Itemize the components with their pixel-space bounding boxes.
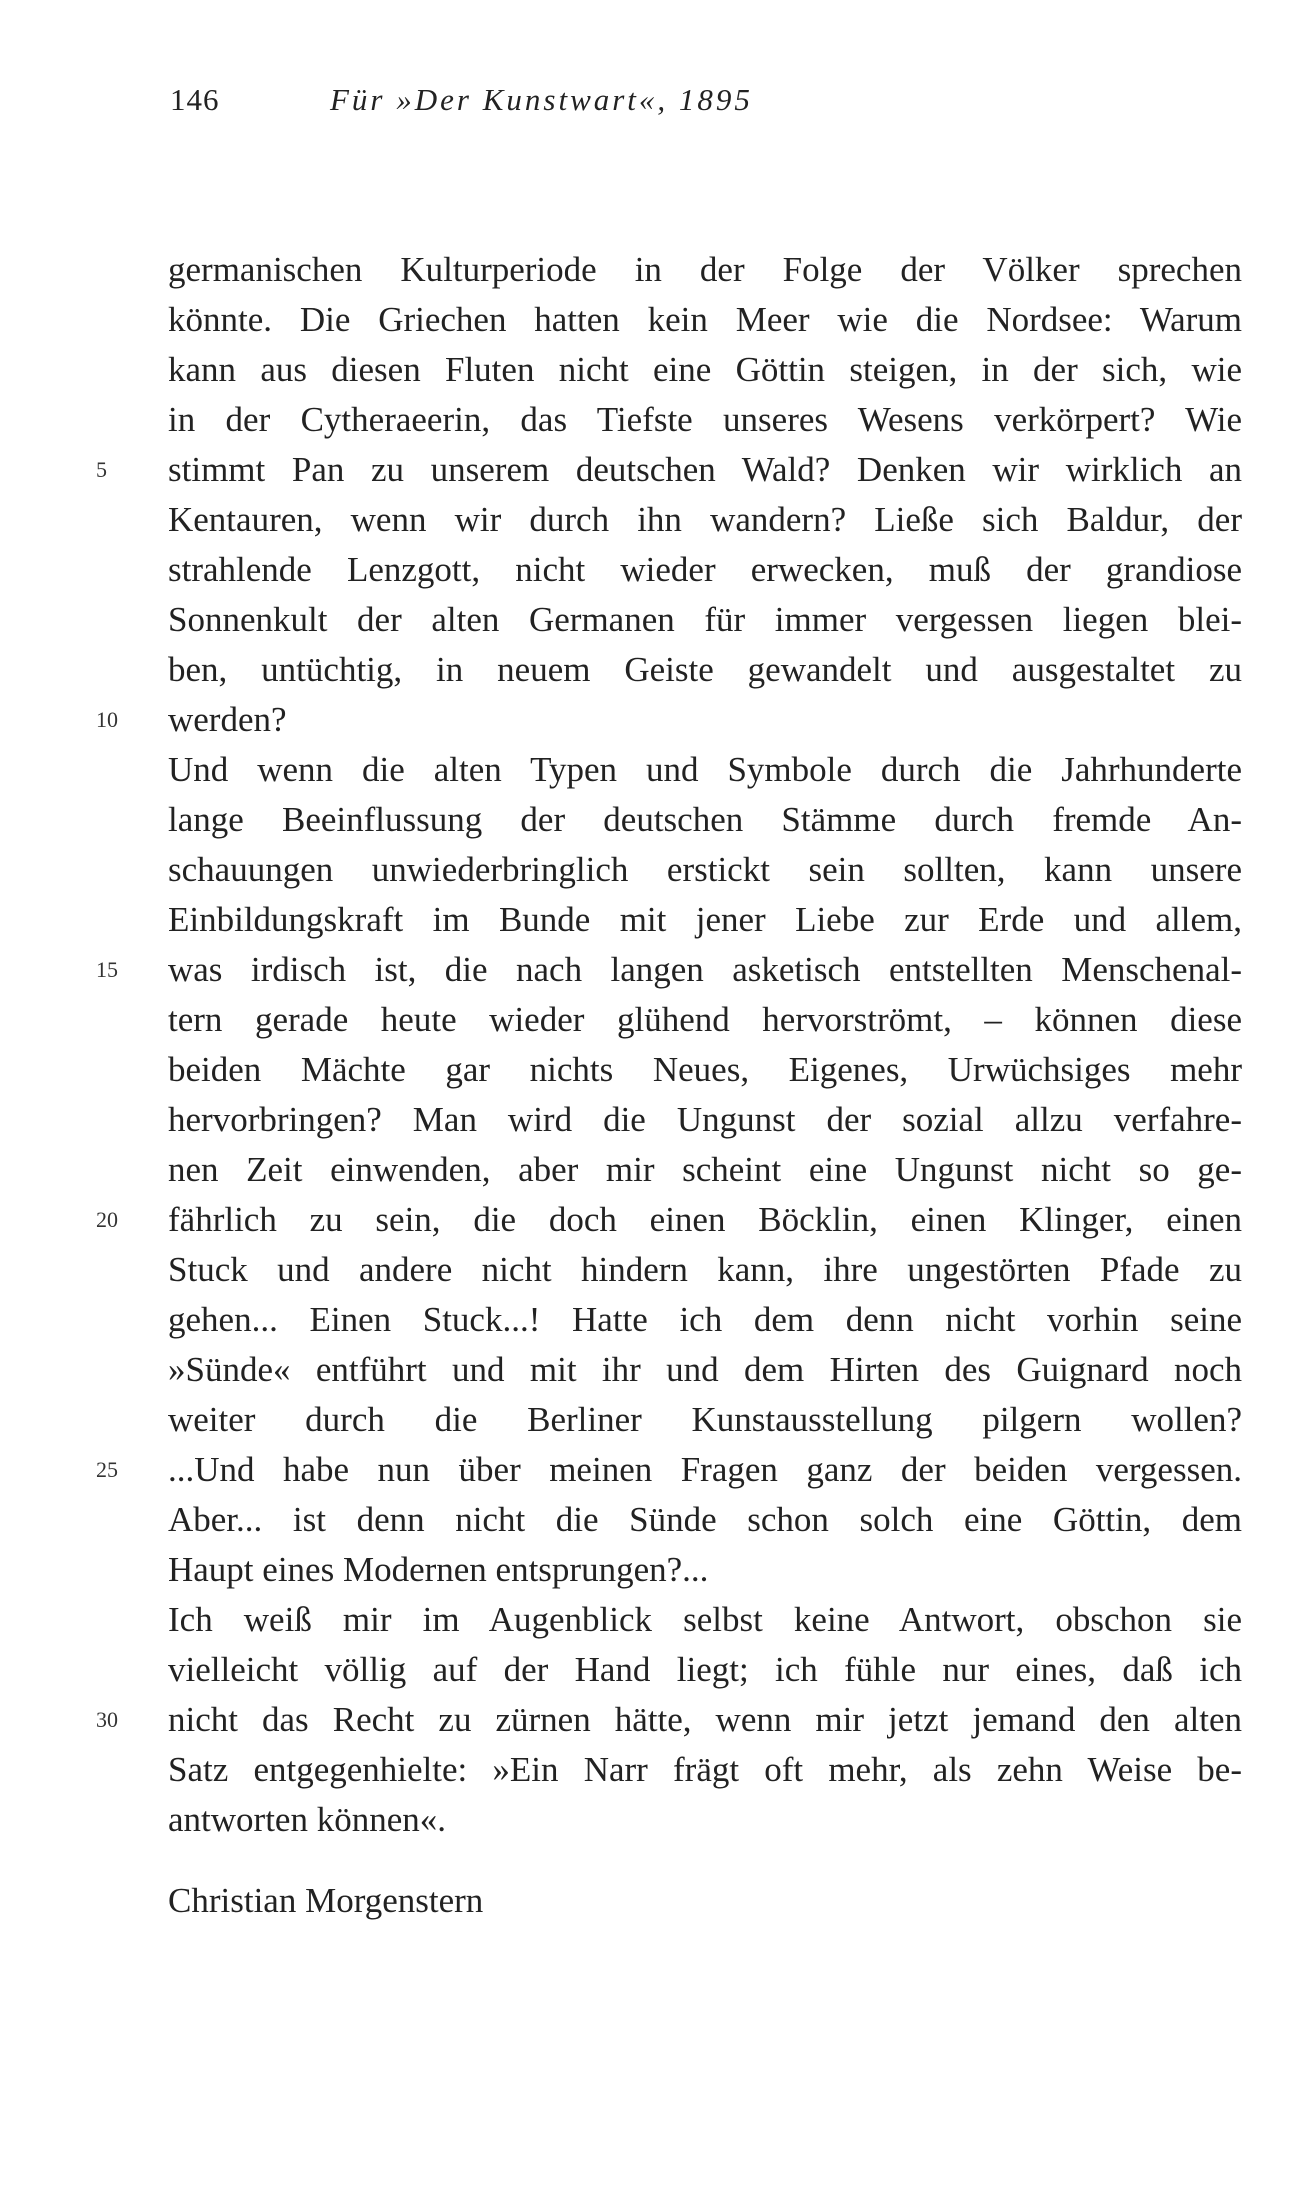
text-line [96, 1695, 1242, 1745]
line-text: stimmt Pan zu unserem deutschen Wald? Denken wir wirklich an [168, 450, 1242, 489]
line-text: nen Zeit einwenden, aber mir scheint eine Ungunst nicht so ge- [168, 1150, 1242, 1189]
text-line [168, 395, 1242, 445]
text-line [168, 1595, 1242, 1645]
text-line [168, 545, 1242, 595]
running-header [170, 78, 753, 122]
text-line [168, 1495, 1242, 1545]
line-text: antworten können«. [168, 1800, 446, 1839]
text-line [168, 845, 1242, 895]
text-line [96, 945, 1242, 995]
line-text: ben, untüchtig, in neuem Geiste gewandelt und ausgestaltet zu [168, 650, 1242, 689]
text-line [168, 245, 1242, 295]
text-line [168, 1645, 1242, 1695]
line-number: 30 [96, 1707, 118, 1732]
line-text: Einbildungskraft im Bunde mit jener Liebe zur Erde und allem, [168, 900, 1242, 939]
text-line [96, 1195, 1242, 1245]
text-line [168, 645, 1242, 695]
line-text: gehen... Einen Stuck...! Hatte ich dem denn nicht vorhin seine [168, 1300, 1242, 1339]
page-number: 146 [170, 82, 220, 117]
line-number: 10 [96, 707, 118, 732]
line-text: kann aus diesen Fluten nicht eine Göttin steigen, in der sich, wie [168, 350, 1242, 389]
text-line [168, 1795, 1242, 1845]
line-number: 5 [96, 457, 107, 482]
line-number: 20 [96, 1207, 118, 1232]
line-text: Sonnenkult der alten Germanen für immer vergessen liegen blei- [168, 600, 1242, 639]
line-text: Und wenn die alten Typen und Symbole durch die Jahrhunderte [168, 750, 1242, 789]
line-text: strahlende Lenzgott, nicht wieder erwecken, muß der grandiose [168, 550, 1242, 589]
text-line [168, 895, 1242, 945]
line-text: Aber... ist denn nicht die Sünde schon solch eine Göttin, dem [168, 1500, 1242, 1539]
line-text: weiter durch die Berliner Kunstausstellung pilgern wollen? [168, 1400, 1242, 1439]
line-text: hervorbringen? Man wird die Ungunst der sozial allzu verfahre- [168, 1100, 1242, 1139]
text-line [96, 445, 1242, 495]
line-text: »Sünde« entführt und mit ihr und dem Hirten des Guignard noch [168, 1350, 1242, 1389]
text-line [168, 1145, 1242, 1195]
text-line [168, 345, 1242, 395]
line-text: Haupt eines Modernen entsprungen?... [168, 1550, 709, 1589]
text-line [96, 1445, 1242, 1495]
text-line [168, 745, 1242, 795]
body-text [96, 245, 1242, 1845]
line-text: fährlich zu sein, die doch einen Böcklin, einen Klinger, einen [168, 1200, 1242, 1239]
line-text: was irdisch ist, die nach langen asketisch entstellten Menschenal- [168, 950, 1242, 989]
line-text: Stuck und andere nicht hindern kann, ihre ungestörten Pfade zu [168, 1250, 1242, 1289]
line-text: schauungen unwiederbringlich erstickt sein sollten, kann unsere [168, 850, 1242, 889]
line-text: könnte. Die Griechen hatten kein Meer wie die Nordsee: Warum [168, 300, 1242, 339]
text-line [168, 1045, 1242, 1095]
line-text: lange Beeinflussung der deutschen Stämme durch fremde An- [168, 800, 1242, 839]
text-line [168, 1395, 1242, 1445]
text-line [168, 1745, 1242, 1795]
text-line [168, 295, 1242, 345]
line-text: germanischen Kulturperiode in der Folge der Völker sprechen [168, 250, 1242, 289]
line-text: Satz entgegenhielte: »Ein Narr frägt oft mehr, als zehn Weise be- [168, 1750, 1242, 1789]
text-line [96, 695, 1242, 745]
text-line [168, 995, 1242, 1045]
line-text: nicht das Recht zu zürnen hätte, wenn mir jetzt jemand den alten [168, 1700, 1242, 1739]
line-text: beiden Mächte gar nichts Neues, Eigenes, Urwüchsiges mehr [168, 1050, 1242, 1089]
text-line [168, 495, 1242, 545]
text-line [168, 1245, 1242, 1295]
text-line [168, 1345, 1242, 1395]
line-text: vielleicht völlig auf der Hand liegt; ich fühle nur eines, daß ich [168, 1650, 1242, 1689]
line-number: 25 [96, 1457, 118, 1482]
text-line [168, 1545, 1242, 1595]
author-signature: Christian Morgenstern [168, 1881, 484, 1920]
line-text: in der Cytheraeerin, das Tiefste unseres Wesens verkörpert? Wie [168, 400, 1242, 439]
line-text: Kentauren, wenn wir durch ihn wandern? Ließe sich Baldur, der [168, 500, 1242, 539]
line-text: werden? [168, 700, 287, 739]
line-text: ...Und habe nun über meinen Fragen ganz der beiden vergessen. [168, 1450, 1242, 1489]
line-text: Ich weiß mir im Augenblick selbst keine Antwort, obschon sie [168, 1600, 1242, 1639]
line-text: tern gerade heute wieder glühend hervorströmt, – können diese [168, 1000, 1242, 1039]
text-line [168, 795, 1242, 845]
text-line [168, 1095, 1242, 1145]
text-line [168, 595, 1242, 645]
text-line [168, 1295, 1242, 1345]
running-title: Für »Der Kunstwart«, 1895 [330, 82, 753, 117]
line-number: 15 [96, 957, 118, 982]
